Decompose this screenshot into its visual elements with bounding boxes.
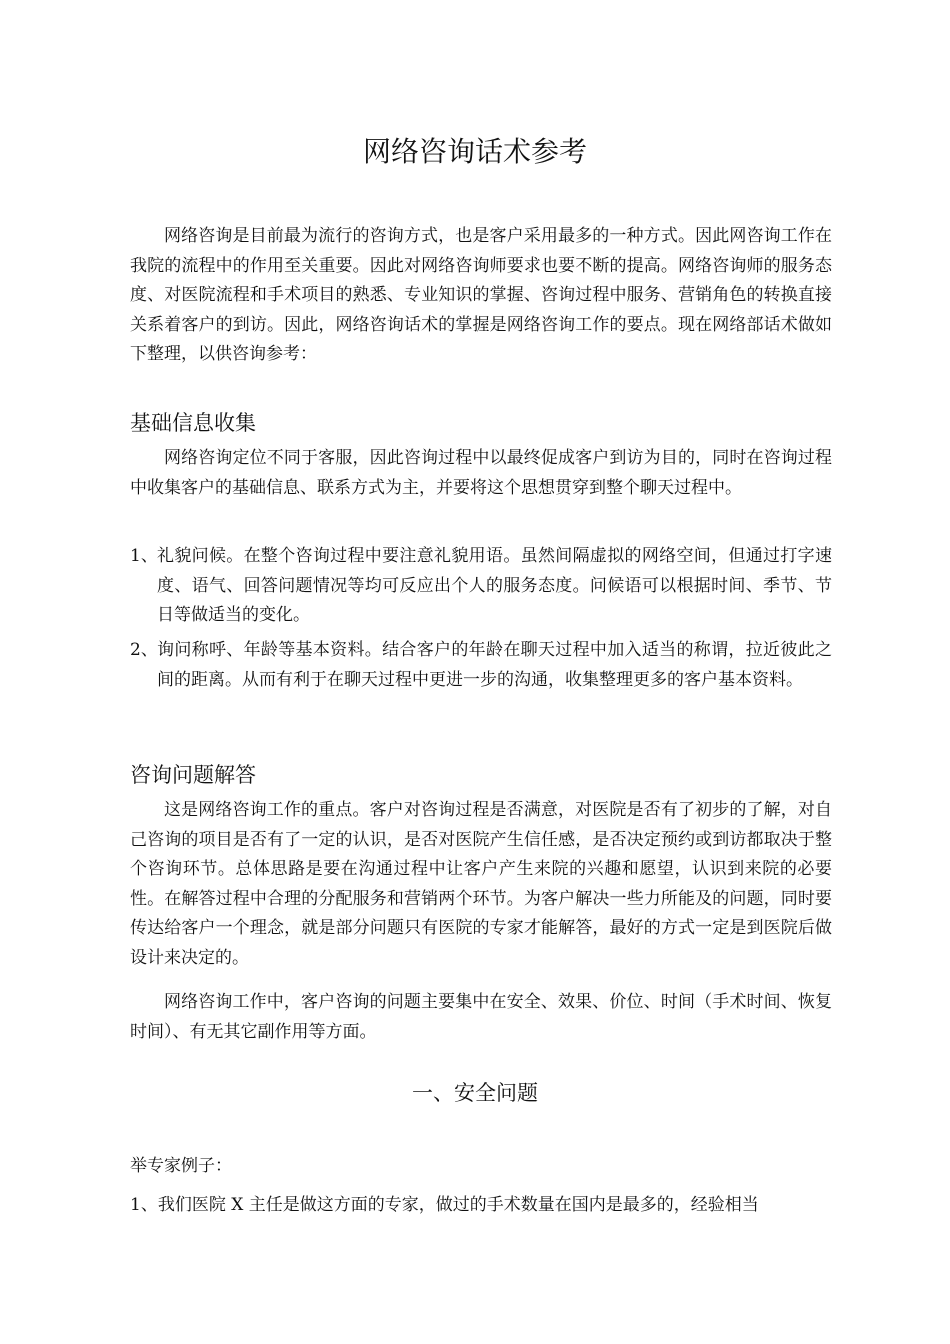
answering-paragraph-2: 网络咨询工作中，客户咨询的问题主要集中在安全、效果、价位、时间（手术时间、恢复时间）、有无其它副作用等方面。 xyxy=(130,992,832,1042)
expert-example-lead: 举专家例子： xyxy=(130,1156,232,1176)
document-title: 网络咨询话术参考 xyxy=(362,135,587,168)
answering-paragraph-1: 这是网络咨询工作的重点。客户对咨询过程是否满意，对医院是否有了初步的了解，对自己咨询的项目是否有了一定的认识，是否对医院产生信任感，是否决定预约或到访都取决于整个咨询环节。总体思路是要在沟通过程中让客户产生来院的兴趣和愿望，认识到来院的必要性。在解答过程中合理的分配服务和营销两个环节。为客户解决一些力所能及的问题，同时要传达给客户一个理念，就是部分问题只有医院的专家才能解答，最好的方式一定是到医院后做设计来决定的。 xyxy=(130,800,832,968)
list-item-number: 2、 xyxy=(130,640,158,660)
basic-info-paragraph: 网络咨询定位不同于客服，因此咨询过程中以最终促成客户到访为目的，同时在咨询过程中收集客户的基础信息、联系方式为主，并要将这个思想贯穿到整个聊天过程中。 xyxy=(130,448,832,498)
expert-example-item: 1、我们医院 X 主任是做这方面的专家，做过的手术数量在国内是最多的，经验相当 xyxy=(130,1195,759,1215)
list-item-number: 1、 xyxy=(130,546,158,566)
section-heading-answering: 咨询问题解答 xyxy=(130,763,256,787)
intro-paragraph: 网络咨询是目前最为流行的咨询方式，也是客户采用最多的一种方式。因此网咨询工作在我院的流程中的作用至关重要。因此对网络咨询师要求也要不断的提高。网络咨询师的服务态度、对医院流程和手术项目的熟悉、专业知识的掌握、咨询过程中服务、营销角色的转换直接关系着客户的到访。因此，网络咨询话术的掌握是网络咨询工作的要点。现在网络部话术做如下整理，以供咨询参考： xyxy=(130,226,832,364)
list-item-text: 礼貌问候。在整个咨询过程中要注意礼貌用语。虽然间隔虚拟的网络空间，但通过打字速度、语气、回答问题情况等均可反应出个人的服务态度。问候语可以根据时间、季节、节日等做适当的变化。 xyxy=(157,546,832,625)
list-item xyxy=(130,542,832,631)
section-heading-basic-info: 基础信息收集 xyxy=(130,411,256,435)
safety-section-title: 一、安全问题 xyxy=(412,1081,538,1105)
list-item-text: 询问称呼、年龄等基本资料。结合客户的年龄在聊天过程中加入适当的称谓，拉近彼此之间的距离。从而有利于在聊天过程中更进一步的沟通，收集整理更多的客户基本资料。 xyxy=(157,640,832,690)
list-item xyxy=(130,636,832,695)
